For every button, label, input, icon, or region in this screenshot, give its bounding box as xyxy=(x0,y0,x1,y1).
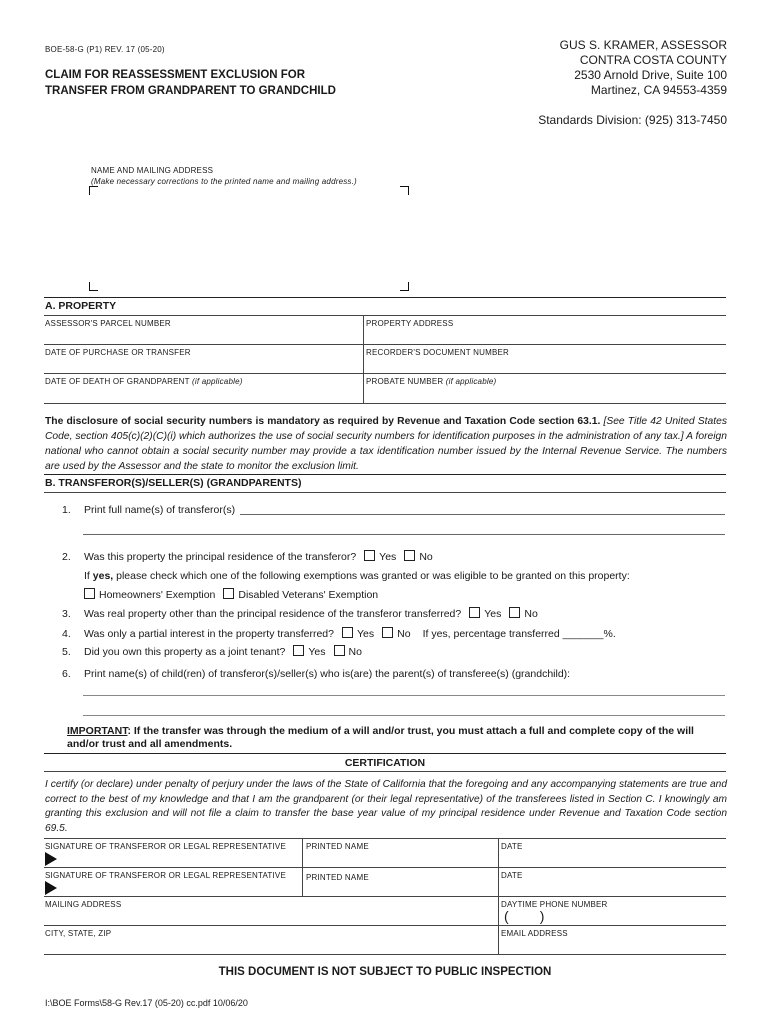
death-date-field[interactable] xyxy=(45,377,243,386)
assessor-name: GUS S. KRAMER, ASSESSOR xyxy=(559,38,727,52)
date-label-1[interactable]: DATE xyxy=(501,842,523,851)
q3-yes-checkbox[interactable] xyxy=(469,607,480,618)
disabled-veterans-checkbox[interactable] xyxy=(223,588,234,599)
section-b-rule xyxy=(44,474,726,475)
disclosure-bold: The disclosure of social security numbers is mandatory as required by Revenue and Taxation Code section 63.1. xyxy=(45,416,601,427)
probate-label: PROBATE NUMBER xyxy=(366,377,444,386)
standards-division: Standards Division: (925) 313-7450 xyxy=(538,113,727,127)
assessor-county: CONTRA COSTA COUNTY xyxy=(579,53,727,67)
section-a-heading: A. PROPERTY xyxy=(45,300,117,312)
signature-label-2: SIGNATURE OF TRANSFEROR OR LEGAL REPRESENTATIVE xyxy=(45,871,286,880)
section-a-top-rule xyxy=(44,315,726,316)
q2-yes-checkbox[interactable] xyxy=(364,550,375,561)
form-title-line2: TRANSFER FROM GRANDPARENT TO GRANDCHILD xyxy=(45,85,336,97)
question-5: 5. Did you own this property as a joint tenant? Yes No xyxy=(62,646,362,658)
property-address-field[interactable]: PROPERTY ADDRESS xyxy=(366,319,454,328)
address-note: (Make necessary corrections to the printed name and mailing address.) xyxy=(91,177,357,186)
question-6: 6. Print name(s) of child(ren) of transferor(s)/seller(s) who is(are) the parent(s) of transferee(s) (grandchild): xyxy=(62,668,571,680)
question-2: 2. Was this property the principal residence of the transferor? Yes No xyxy=(62,551,433,563)
form-code: BOE-58-G (P1) REV. 17 (05-20) xyxy=(45,45,165,54)
form-title-line1: CLAIM FOR REASSESSMENT EXCLUSION FOR xyxy=(45,69,306,81)
purchase-date-field[interactable]: DATE OF PURCHASE OR TRANSFER xyxy=(45,348,191,357)
transferor-name-line[interactable] xyxy=(240,514,725,515)
death-date-label: DATE OF DEATH OF GRANDPARENT xyxy=(45,377,190,386)
q2-no-checkbox[interactable] xyxy=(404,550,415,561)
address-corner-tl xyxy=(89,186,98,195)
assessor-street: 2530 Arnold Drive, Suite 100 xyxy=(574,68,727,82)
q4-yes-checkbox[interactable] xyxy=(342,627,353,638)
signature-label-1: SIGNATURE OF TRANSFEROR OR LEGAL REPRESENTATIVE xyxy=(45,842,286,851)
phone-parens: ( ) xyxy=(504,908,545,924)
section-b-under-rule xyxy=(44,492,726,493)
section-a-rule xyxy=(44,297,726,298)
important-note: IMPORTANT: If the transfer was through the medium of a will and/or trust, you must attach a full and complete copy of the will and/or trust and all amendments. xyxy=(67,725,694,750)
mailing-address-label[interactable]: MAILING ADDRESS xyxy=(45,900,122,909)
assessor-address-block xyxy=(560,38,727,98)
child-name-line-2[interactable] xyxy=(83,715,725,716)
q3-no-checkbox[interactable] xyxy=(509,607,520,618)
q5-yes-checkbox[interactable] xyxy=(293,645,304,656)
disclosure-italic: [See Title 42 United States Code, section 405(c)(2)(C)(i) which authorizes the use of social security numbers for identification purposes in the administration of any tax.] A foreign national who cannot obtain a social security number may provide a tax identification number issued by the Internal Revenue Service. The numbers are used by the Assessor and the state to monitor the exclusion limit. xyxy=(45,416,727,472)
sig-divider-2 xyxy=(498,838,499,954)
address-corner-tr xyxy=(400,186,409,195)
address-corner-br xyxy=(400,282,409,291)
daytime-phone-label[interactable]: DAYTIME PHONE NUMBER xyxy=(501,900,608,909)
q5-no-checkbox[interactable] xyxy=(334,645,345,656)
address-corner-bl xyxy=(89,282,98,291)
address-label: NAME AND MAILING ADDRESS xyxy=(91,166,214,175)
file-path-footer: I:\BOE Forms\58-G Rev.17 (05-20) cc.pdf 10/06/20 xyxy=(45,998,248,1008)
printed-name-label-1[interactable]: PRINTED NAME xyxy=(306,842,369,851)
q4-percentage: If yes, percentage transferred _______%. xyxy=(422,628,616,640)
probate-number-field[interactable] xyxy=(366,377,496,386)
question-3: 3. Was real property other than the principal residence of the transferor transferred? Yes No xyxy=(62,608,538,620)
certification-under-rule xyxy=(44,771,726,772)
section-b-heading: B. TRANSFEROR(S)/SELLER(S) (GRANDPARENTS) xyxy=(45,477,302,489)
sig-grid-row2 xyxy=(44,867,726,868)
homeowners-exemption-checkbox[interactable] xyxy=(84,588,95,599)
sig-grid-row3 xyxy=(44,896,726,897)
ssn-disclosure xyxy=(45,414,727,474)
exemption-options: Homeowners' Exemption Disabled Veterans' Exemption xyxy=(76,588,378,601)
if-applicable-note: (if applicable) xyxy=(445,377,497,386)
printed-name-label-2[interactable]: PRINTED NAME xyxy=(306,873,369,882)
email-address-label[interactable]: EMAIL ADDRESS xyxy=(501,929,568,938)
sig-divider-1 xyxy=(302,838,303,896)
sig-grid-top xyxy=(44,838,726,839)
section-a-divider xyxy=(363,315,364,403)
sig-grid-bottom xyxy=(44,954,726,955)
sig-grid-row4 xyxy=(44,925,726,926)
section-a-rule-2 xyxy=(44,344,726,345)
section-a-rule-4 xyxy=(44,403,726,404)
certification-heading: CERTIFICATION xyxy=(344,757,426,769)
sign-here-arrow-icon xyxy=(45,852,57,866)
sign-here-arrow-icon xyxy=(45,881,57,895)
date-label-2[interactable]: DATE xyxy=(501,871,523,880)
if-applicable-note: (if applicable) xyxy=(192,377,243,386)
question-2-sub: If yes, please check which one of the following exemptions was granted or was eligible to be granted on this property: xyxy=(84,570,630,582)
recorder-doc-field[interactable]: RECORDER'S DOCUMENT NUMBER xyxy=(366,348,510,357)
apn-field[interactable]: ASSESSOR'S PARCEL NUMBER xyxy=(45,319,171,328)
child-name-line-1[interactable] xyxy=(83,695,725,696)
public-inspection-notice: THIS DOCUMENT IS NOT SUBJECT TO PUBLIC INSPECTION xyxy=(218,966,552,978)
certification-text: I certify (or declare) under penalty of perjury under the laws of the State of California that the foregoing and any accompanying statements are true and correct to the best of my knowledge and that I am the grandparent (or their legal representative) of the transferees listed in Section C. I knowingly am granting this exclusion and will not file a claim to transfer the base year value of my principal residence under Revenue and Taxation Code section 69.5. xyxy=(45,779,727,834)
important-label: IMPORTANT xyxy=(67,725,128,737)
certification-top-rule xyxy=(44,753,726,754)
q4-no-checkbox[interactable] xyxy=(382,627,393,638)
assessor-city: Martinez, CA 94553-4359 xyxy=(590,83,727,97)
transferor-name-line-2[interactable] xyxy=(83,534,725,535)
section-a-rule-3 xyxy=(44,373,726,374)
question-1: 1. Print full name(s) of transferor(s) xyxy=(62,504,236,516)
question-4: 4. Was only a partial interest in the property transferred? Yes No If yes, percentage transferred _______%. xyxy=(62,628,616,640)
city-state-zip-label[interactable]: CITY, STATE, ZIP xyxy=(45,929,112,938)
